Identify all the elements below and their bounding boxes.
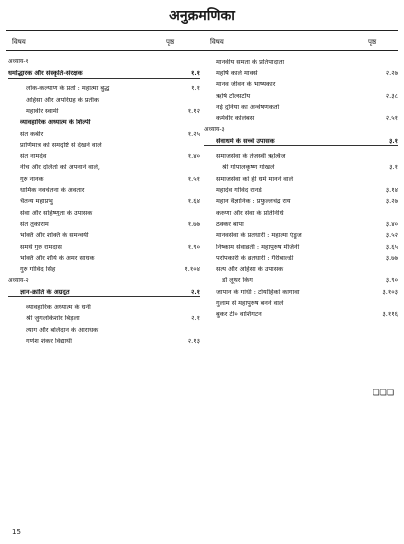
left-subject-header: विषय <box>12 38 26 46</box>
toc-entry <box>204 148 398 159</box>
toc-entry-title: प्राणिमात्र को समदृष्टि से देखने वाले <box>20 141 102 149</box>
toc-entry-page: ३.१०३ <box>382 287 398 296</box>
toc-entry-title: मानवसेवा के प्रतधारी : महात्मा एंड्रूज <box>216 232 302 239</box>
toc-entry-title: कर्मवीर कोलंबस <box>216 115 255 122</box>
toc-entry <box>8 114 200 125</box>
toc-entry-page: १.२५ <box>187 129 200 138</box>
chapter-heading <box>8 273 200 284</box>
toc-entry-title: चैतन्य महाप्रभु <box>20 198 53 205</box>
toc-entry <box>204 239 398 250</box>
toc-entry-title: संत तुकाराम <box>20 220 49 228</box>
toc-entry-page: ३.५२ <box>385 231 398 240</box>
toc-entry <box>8 65 200 76</box>
header-rule-top <box>6 30 398 31</box>
toc-entry-title: मानवीय समता के प्रतिपादाता <box>216 58 285 66</box>
section-rule <box>8 296 200 297</box>
end-mark: ❏❏❏ <box>372 388 394 397</box>
toc-entry-title: अध्याय-२ <box>8 277 29 284</box>
toc-entry-page: ३.७७ <box>385 253 398 262</box>
toc-entry-title: अध्याय-३ <box>204 127 225 134</box>
toc-entry-title: नीच और दलितों को अपनाने वाले, <box>20 164 100 171</box>
toc-entry <box>204 261 398 272</box>
toc-entry-page: १.१२ <box>187 106 200 115</box>
toc-entry-page: २.१ <box>191 314 200 323</box>
toc-entry-title: गुरु गोविंद सिंह <box>20 266 56 273</box>
toc-entry-title: त्याग और बलिदान के आराधक <box>26 326 99 334</box>
toc-entry-page: २.१३ <box>187 336 200 345</box>
toc-entry-page: १.१ <box>191 84 200 93</box>
toc-entry-page: १.१ <box>190 69 200 78</box>
toc-entry-page: १.५१ <box>187 174 200 183</box>
toc-entry-page: ३.६५ <box>385 242 398 251</box>
toc-entry <box>8 126 200 137</box>
toc-entry <box>8 148 200 159</box>
toc-entry <box>204 171 398 182</box>
toc-entry-title: अहिंसा और अपरिग्रह के प्रतीक <box>26 96 99 104</box>
toc-entry-title: गणेश शंकर विद्यार्थी <box>26 337 72 345</box>
toc-entry-page: २.१ <box>190 287 200 296</box>
toc-entry <box>8 227 200 238</box>
toc-entry-title: महावीर स्वामी <box>26 107 59 115</box>
toc-entry-title: व्यावहारिक अध्यात्म के धनी <box>26 304 91 311</box>
toc-entry <box>204 194 398 205</box>
toc-entry <box>204 88 398 99</box>
toc-entry-title: सत्य और अहिंसा के उपासक <box>216 266 284 273</box>
toc-entry-page: ३.१४ <box>385 186 398 195</box>
toc-entry <box>8 103 200 114</box>
toc-entry-title: डॉ लूथर किंग <box>222 277 253 284</box>
toc-entry-title: धार्मिक नवचेतना के अवतार <box>20 187 85 194</box>
toc-entry <box>8 171 200 182</box>
toc-entry <box>204 250 398 261</box>
left-page-header: पृष्ठ <box>166 38 175 46</box>
toc-entry-page: १.६४ <box>187 197 200 206</box>
toc-entry <box>204 77 398 88</box>
toc-entry-title: ठक्कर बापा <box>216 220 244 228</box>
toc-entry-title: व्यावहारिक अध्यात्म के शिल्पी <box>20 119 91 126</box>
toc-entry-title: ज्ञान-क्रांति के अग्रदूत <box>20 288 70 296</box>
toc-entry <box>204 133 398 144</box>
toc-entry <box>204 54 398 65</box>
toc-entry-title: महान वैज्ञानिक : प्रफुल्लचंद्र राय <box>216 198 291 205</box>
toc-entry <box>204 295 398 306</box>
toc-entry <box>8 311 200 322</box>
toc-entry <box>8 261 200 272</box>
toc-entry <box>8 160 200 171</box>
right-subject-header: विषय <box>210 38 224 46</box>
toc-entry-title: संत नामदेव <box>20 153 47 160</box>
toc-entry-page: २.३८ <box>385 91 398 100</box>
chapter-heading <box>8 54 200 65</box>
toc-entry-title: लोक-कल्याण के प्रतो : महात्मा बुद्ध <box>26 85 110 92</box>
toc-entry-title: गुरु नानक <box>20 175 44 183</box>
page-number: 15 <box>12 528 21 536</box>
toc-entry-title: संत कबीर <box>20 130 44 138</box>
toc-entry-title: समर्थ गुरु रामदास <box>20 243 62 251</box>
toc-entry <box>204 284 398 295</box>
page-title: अनुक्रमणिका <box>169 8 235 24</box>
toc-entry <box>8 137 200 148</box>
toc-left-column <box>8 54 200 344</box>
toc-entry-title: करुणा और सेवा के प्रतिनिधि <box>216 209 284 217</box>
toc-entry-title: नई दुनिया का अन्वेषणकर्ता <box>216 103 280 111</box>
toc-entry <box>8 92 200 103</box>
toc-entry <box>8 205 200 216</box>
toc-entry-title: भक्ति और शौर्य के अमर साधक <box>20 254 95 262</box>
toc-entry-title: सेवाधर्म के सच्चे उपासक <box>216 137 275 145</box>
toc-entry <box>204 216 398 227</box>
toc-entry-title: श्री गोपालकृष्ण गोखले <box>222 164 275 171</box>
toc-entry <box>8 81 200 92</box>
toc-entry <box>8 239 200 250</box>
toc-entry <box>8 284 200 295</box>
toc-entry-page: ३.११६ <box>382 310 398 319</box>
toc-entry-page: ३.४० <box>385 219 398 228</box>
toc-entry-title: मानव जीवन के भाष्यकार <box>216 81 276 88</box>
toc-entry <box>204 273 398 284</box>
toc-entry-page: ३.१ <box>388 136 398 145</box>
toc-entry-page: ३.२७ <box>385 197 398 206</box>
toc-entry-title: श्री जुगलकिशोर बिड़ला <box>26 315 80 322</box>
toc-entry-title: सेवा और सहिष्णुता के उपासक <box>20 209 93 217</box>
toc-entry <box>8 216 200 227</box>
toc-entry <box>204 99 398 110</box>
toc-entry-title: भक्ति और शक्ति के समन्वयी <box>20 232 89 239</box>
toc-entry <box>8 322 200 333</box>
right-page-header: पृष्ठ <box>368 38 377 46</box>
toc-entry-title: महर्षि कार्ल मार्क्स <box>216 70 258 77</box>
toc-entry-title: बुकर टी० वाशिंगटन <box>216 311 262 318</box>
header-rule-bottom <box>6 50 398 51</box>
toc-entry <box>204 307 398 318</box>
toc-entry <box>8 333 200 344</box>
toc-entry <box>204 227 398 238</box>
section-rule <box>204 145 398 146</box>
toc-entry-title: गुलाम से महापुरुष बनने वाले <box>216 300 284 307</box>
toc-entry-page: १.९० <box>187 242 200 251</box>
toc-entry-page: १.४० <box>187 152 200 161</box>
toc-entry-page: १.७७ <box>187 219 200 228</box>
toc-entry <box>8 250 200 261</box>
section-rule <box>8 78 200 79</box>
toc-right-column <box>204 54 398 318</box>
toc-entry-page: २.२७ <box>385 69 398 78</box>
chapter-heading <box>204 122 398 133</box>
toc-entry-page: २.५१ <box>385 114 398 123</box>
toc-entry-title: निष्काम सेवाव्रती : महापुरुष मेजिनी <box>216 243 300 251</box>
toc-entry-title: परोपकारी के व्रतधारी : गैरीबाल्डी <box>216 254 294 262</box>
toc-entry <box>204 205 398 216</box>
toc-entry <box>8 194 200 205</box>
toc-entry-title: धर्मोद्धारक और संस्कृति-संरक्षक <box>8 70 83 77</box>
toc-entry-title: जापान के गांधी : टोयोहिको कागावा <box>216 288 300 296</box>
toc-entry-page: ३.१ <box>389 163 398 172</box>
toc-entry <box>204 110 398 121</box>
toc-entry <box>204 160 398 171</box>
toc-entry <box>8 182 200 193</box>
toc-entry-title: समाजसेवा को ही धर्म मानने वाले <box>216 175 293 183</box>
toc-entry-page: १.१०४ <box>184 265 200 274</box>
toc-entry-page: ३.९० <box>385 276 398 285</box>
toc-entry-title: महादेव गोविंद रानडे <box>216 187 262 194</box>
toc-entry <box>8 299 200 310</box>
toc-entry <box>204 182 398 193</box>
toc-entry <box>204 65 398 76</box>
toc-entry-title: अध्याय-१ <box>8 59 29 66</box>
toc-entry-title: ऋषि टॉल्सटॉय <box>216 92 251 100</box>
toc-entry-title: समाजसेवा के तेजस्वी ऋत्विज <box>216 153 286 160</box>
